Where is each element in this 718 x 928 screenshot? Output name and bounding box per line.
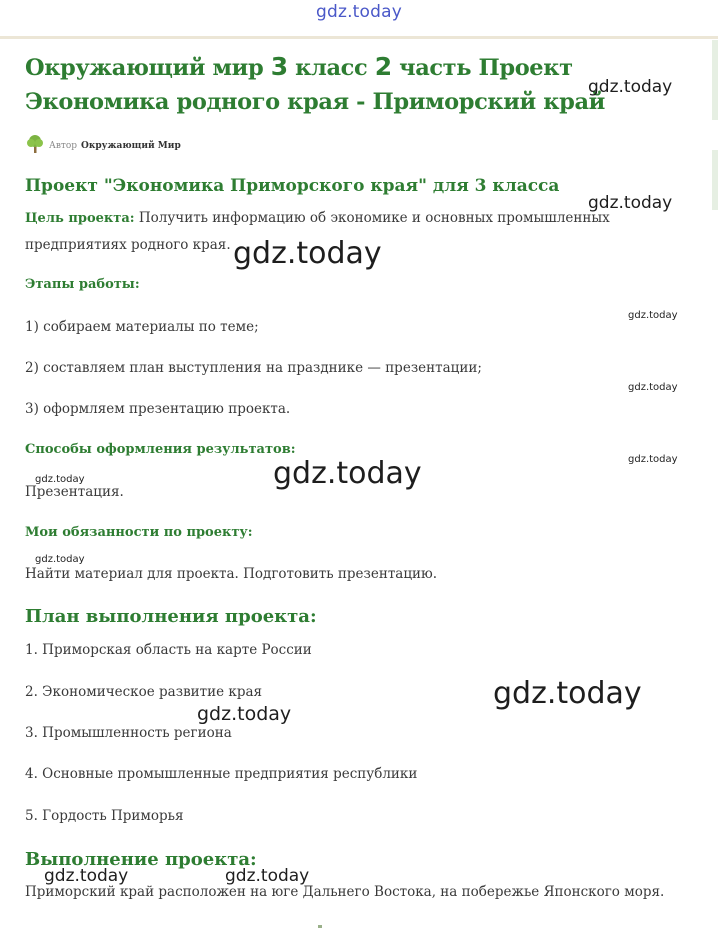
watermark: gdz.today: [233, 236, 382, 271]
watermark: gdz.today: [628, 454, 678, 465]
watermark: gdz.today: [588, 77, 673, 97]
watermark: gdz.today: [35, 554, 85, 565]
goal-text: Получить информацию об экономике и основных промышленных предприятиях родного края.: [25, 210, 610, 253]
watermark: gdz.today: [493, 676, 642, 711]
plan-heading: План выполнения проекта:: [25, 606, 317, 627]
methods-text: Презентация.: [25, 484, 124, 500]
duties-label: Мои обязанности по проекту:: [25, 525, 253, 540]
list-item: 2. Экономическое развитие края: [25, 684, 263, 700]
list-item: 5. Гордость Приморья: [25, 808, 184, 824]
methods-label: Способы оформления результатов:: [25, 442, 296, 457]
watermark: gdz.today: [225, 866, 310, 886]
header-divider: [0, 36, 718, 39]
sidebar-edge: [712, 40, 718, 120]
execution-text: Приморский край расположен на юге Дальнего Востока, на побережье Японского моря.: [25, 884, 665, 900]
watermark: gdz.today: [588, 193, 673, 213]
watermark: gdz.today: [197, 703, 292, 725]
list-item: 3. Промышленность региона: [25, 725, 232, 741]
site-brand-logo[interactable]: gdz.today: [315, 2, 403, 22]
list-item: 1) собираем материалы по теме;: [25, 319, 259, 335]
watermark: gdz.today: [628, 382, 678, 393]
article-title-block: [25, 50, 665, 119]
author-info: [25, 135, 181, 157]
watermark: gdz.today: [628, 310, 678, 321]
list-item: 1. Приморская область на карте России: [25, 642, 312, 658]
watermark: gdz.today: [44, 866, 129, 886]
article-title: Окружающий мир 3 класс 2 часть Проект Экономика родного края - Приморский край: [25, 52, 605, 115]
duties-text: Найти материал для проекта. Подготовить презентацию.: [25, 566, 438, 582]
list-item: 2) составляем план выступления на празднике — презентации;: [25, 360, 482, 376]
author-label: Автор: [49, 141, 78, 151]
execution-heading: Выполнение проекта:: [25, 849, 257, 870]
tree-icon: [25, 134, 45, 158]
list-item: 3) оформляем презентацию проекта.: [25, 401, 291, 417]
sidebar-edge: [712, 150, 718, 210]
project-heading: Проект "Экономика Приморского края" для 3 класса: [25, 176, 560, 196]
watermark: gdz.today: [35, 474, 85, 485]
list-item: 4. Основные промышленные предприятия республики: [25, 766, 418, 782]
watermark: gdz.today: [273, 456, 422, 491]
goal-label: Цель проекта:: [25, 211, 135, 226]
author-name[interactable]: Окружающий Мир: [81, 141, 181, 151]
stages-label: Этапы работы:: [25, 277, 140, 292]
